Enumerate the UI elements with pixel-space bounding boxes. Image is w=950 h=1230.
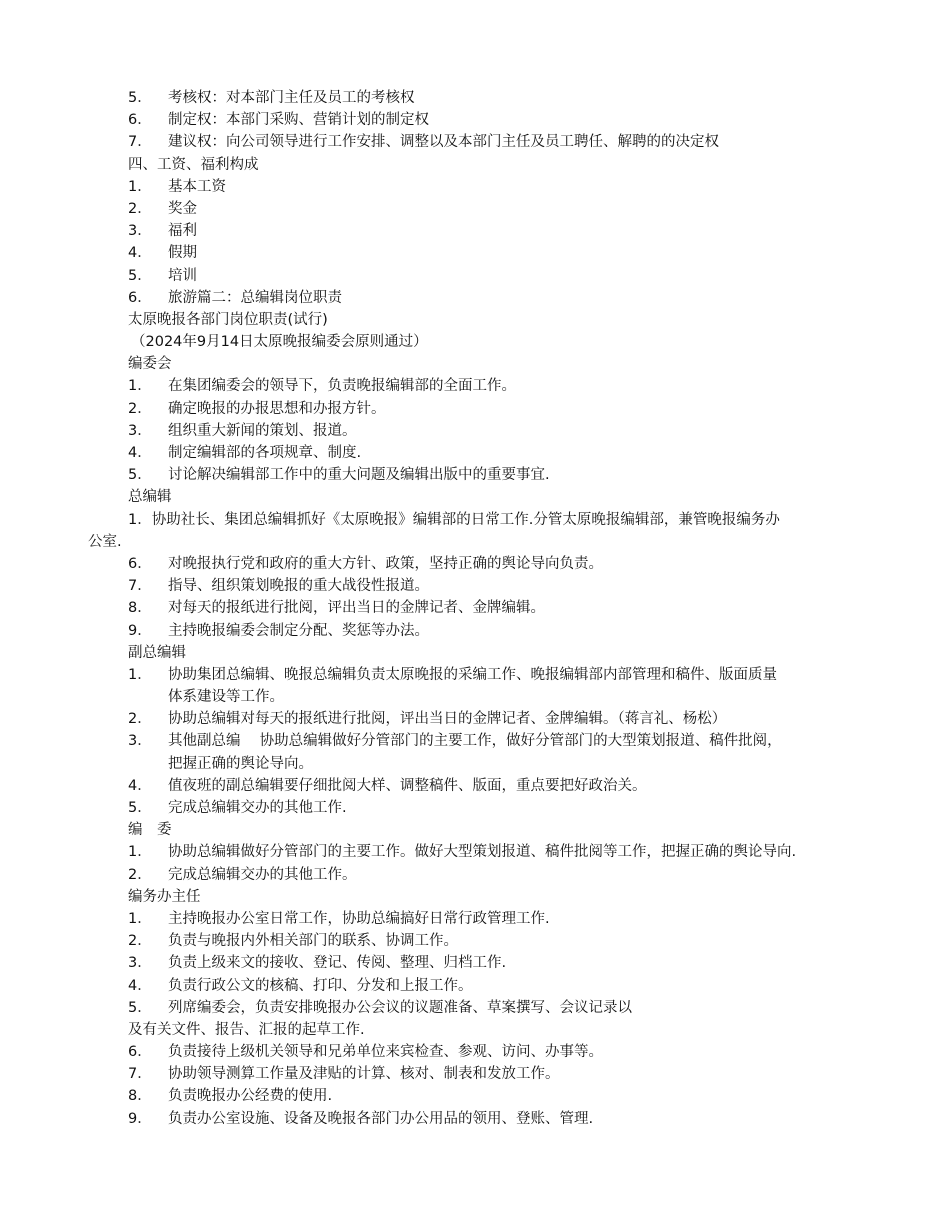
item-text: 其他副总编 协助总编辑做好分管部门的主要工作，做好分管部门的大型策划报道、稿件批阅， (168, 733, 782, 750)
list-item (0, 620, 950, 642)
item-text: 列席编委会，负责安排晚报办公会议的议题准备、草案撰写、会议记录以 (168, 999, 632, 1016)
item-number: 5． (128, 267, 152, 284)
item-text: 考核权：对本部门主任及员工的考核权 (168, 90, 415, 106)
item-text: 负责办公室设施、设备及晚报各部门办公用品的领用、登账、管理. (168, 1110, 594, 1127)
line-text: 及有关文件、报告、汇报的起草工作. (128, 1021, 365, 1038)
section-heading (0, 642, 950, 664)
list-item (0, 952, 950, 974)
section-heading (0, 353, 950, 375)
item-number: 5． (128, 800, 152, 816)
list-item (0, 775, 950, 797)
item-text: 制定权：本部门采购、营销计划的制定权 (168, 112, 429, 129)
item-number: 8． (128, 600, 152, 617)
item-text: 建议权：向公司领导进行工作安排、调整以及本部门主任及员工聘任、解聘的的决定权 (168, 134, 719, 151)
list-item (0, 176, 950, 198)
list-item (0, 375, 950, 397)
list-item (0, 287, 950, 309)
section-heading (0, 819, 950, 841)
list-item (0, 87, 950, 109)
section-heading (0, 486, 950, 508)
item-number: 2． (128, 400, 152, 417)
item-text: 协助集团总编辑、晚报总编辑负责太原晚报的采编工作、晚报编辑部内部管理和稿件、版面质量 (168, 666, 777, 683)
item-text: 负责行政公文的核稿、打印、分发和上报工作。 (168, 977, 473, 994)
item-number: 1． (128, 666, 152, 683)
list-item (0, 464, 950, 486)
item-text: 假期 (168, 245, 197, 262)
item-number: 1． (128, 844, 152, 861)
item-text: 在集团编委会的领导下，负责晚报编辑部的全面工作。 (168, 378, 516, 395)
list-item (0, 975, 950, 997)
item-number: 5． (128, 90, 152, 106)
section-heading (0, 309, 950, 331)
item-text: 旅游篇二：总编辑岗位职责 (168, 289, 342, 306)
list-item (0, 864, 950, 886)
item-continuation (0, 753, 950, 775)
item-text: 协助总编辑做好分管部门的主要工作。做好大型策划报道、稿件批阅等工作，把握正确的舆论导向. (168, 844, 797, 861)
list-item (0, 265, 950, 287)
item-text: 负责上级来文的接收、登记、传阅、整理、归档工作. (168, 955, 507, 972)
list-item (0, 220, 950, 242)
document-body (0, 87, 950, 1130)
item-text: 组织重大新闻的策划、报道。 (168, 422, 357, 439)
item-text: 讨论解决编辑部工作中的重大问题及编辑出版中的重要事宜. (168, 467, 550, 484)
item-text: 主持晚报办公室日常工作，协助总编搞好日常行政管理工作. (168, 910, 550, 927)
section-subheading (0, 331, 950, 353)
item-text: 制定编辑部的各项规章、制度. (168, 445, 362, 461)
list-item (0, 708, 950, 730)
section-heading (0, 1019, 950, 1041)
paragraph-continuation (0, 531, 950, 553)
line-text: 体系建设等工作。 (168, 689, 284, 706)
item-number: 7． (128, 1066, 152, 1083)
list-item (0, 1041, 950, 1063)
item-text: 对晚报执行党和政府的重大方针、政策，坚持正确的舆论导向负责。 (168, 555, 603, 572)
list-item (0, 442, 950, 464)
line-text: 编务办主任 (128, 888, 201, 905)
item-number: 6． (128, 112, 152, 129)
line-text: 公室. (88, 533, 122, 550)
item-number: 6． (128, 289, 152, 306)
list-item (0, 797, 950, 819)
item-number: 5． (128, 467, 152, 484)
item-number: 4． (128, 977, 152, 994)
item-number: 6． (128, 1044, 152, 1061)
item-number: 3． (128, 422, 152, 439)
line-text: 总编辑 (128, 489, 172, 506)
item-text: 奖金 (168, 200, 197, 217)
item-number: 7． (128, 578, 152, 595)
list-item (0, 930, 950, 952)
paragraph-line (0, 509, 950, 531)
line-text: 太原晚报各部门岗位职责(试行) (128, 311, 328, 328)
item-number: 7． (128, 134, 152, 151)
list-item (0, 908, 950, 930)
item-number: 1． (128, 910, 152, 927)
list-item (0, 198, 950, 220)
item-text: 协助总编辑对每天的报纸进行批阅，评出当日的金牌记者、金牌编辑。（蒋言礼、杨松） (168, 711, 727, 728)
item-text: 培训 (168, 267, 197, 284)
list-item (0, 553, 950, 575)
line-text: 把握正确的舆论导向。 (168, 755, 313, 772)
line-text: （2024年9月14日太原晚报编委会原则通过） (131, 334, 428, 351)
item-text: 协助领导测算工作量及津贴的计算、核对、制表和发放工作。 (168, 1066, 560, 1083)
item-text: 负责与晚报内外相关部门的联系、协调工作。 (168, 933, 458, 950)
item-number: 9． (128, 1110, 152, 1127)
item-number: 4． (128, 777, 152, 794)
item-number: 6． (128, 555, 152, 572)
line-text: 副总编辑 (128, 644, 186, 661)
item-number: 5． (128, 999, 152, 1016)
item-text: 完成总编辑交办的其他工作. (168, 800, 347, 816)
line-text: 四、工资、福利构成 (128, 156, 259, 173)
section-heading (0, 154, 950, 176)
list-item (0, 1085, 950, 1107)
item-number: 2． (128, 866, 152, 883)
item-text: 负责接待上级机关领导和兄弟单位来宾检查、参观、访问、办事等。 (168, 1044, 603, 1061)
item-text: 负责晚报办公经费的使用. (168, 1088, 333, 1105)
item-text: 确定晚报的办报思想和办报方针。 (168, 400, 386, 417)
item-number: 1． (128, 178, 152, 195)
item-text: 福利 (168, 223, 197, 240)
item-number: 2． (128, 711, 152, 728)
line-text: 1．协助社长、集团总编辑抓好《太原晚报》编辑部的日常工作.分管太原晚报编辑部，兼管晚报编务办 (128, 511, 780, 528)
item-continuation (0, 686, 950, 708)
list-item (0, 131, 950, 153)
list-item (0, 1063, 950, 1085)
line-text: 编 委 (128, 822, 172, 839)
item-number: 4． (128, 445, 152, 461)
list-item (0, 664, 950, 686)
item-text: 完成总编辑交办的其他工作。 (168, 866, 357, 883)
list-item (0, 1108, 950, 1130)
line-text: 编委会 (128, 356, 172, 373)
item-text: 对每天的报纸进行批阅，评出当日的金牌记者、金牌编辑。 (168, 600, 545, 617)
item-text: 值夜班的副总编辑要仔细批阅大样、调整稿件、版面，重点要把好政治关。 (168, 777, 647, 794)
list-item (0, 997, 950, 1019)
list-item (0, 730, 950, 752)
list-item (0, 597, 950, 619)
section-heading (0, 886, 950, 908)
item-number: 2． (128, 933, 152, 950)
item-number: 8． (128, 1088, 152, 1105)
item-number: 3． (128, 223, 152, 240)
item-number: 3． (128, 955, 152, 972)
item-text: 基本工资 (168, 178, 226, 195)
item-number: 3． (128, 733, 152, 750)
item-text: 主持晚报编委会制定分配、奖惩等办法。 (168, 622, 429, 639)
list-item (0, 242, 950, 264)
list-item (0, 420, 950, 442)
item-number: 9． (128, 622, 152, 639)
list-item (0, 575, 950, 597)
list-item (0, 109, 950, 131)
item-number: 4． (128, 245, 152, 262)
list-item (0, 841, 950, 863)
item-number: 1． (128, 378, 152, 395)
item-text: 指导、组织策划晚报的重大战役性报道。 (168, 578, 429, 595)
item-number: 2． (128, 200, 152, 217)
list-item (0, 398, 950, 420)
